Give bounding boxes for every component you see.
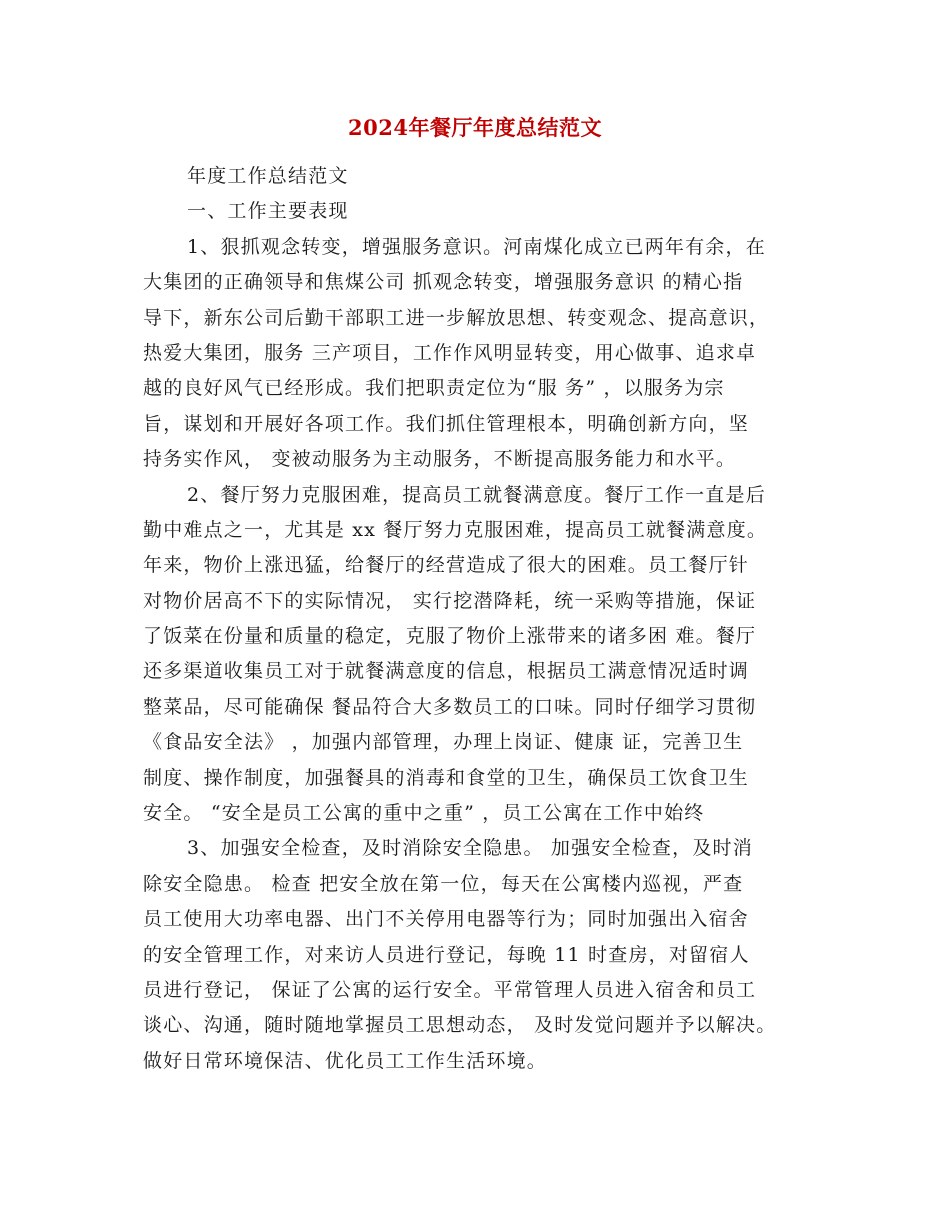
text-line: 《食品安全法》 ，加强内部管理，办理上岗证、健康 证，完善卫生 — [143, 731, 744, 754]
text-line: 越的良好风气已经形成。我们把职责定位为“服 务” ，以服务为宗 — [143, 377, 725, 400]
text-line: 谈心、沟通，随时随地掌握员工思想动态， 及时发觉问题并予以解决。 — [143, 1014, 777, 1037]
text-line: 员工使用大功率电器、出门不关停用电器等行为；同时加强出入宿舍 — [143, 908, 750, 931]
text-line: 对物价居高不下的实际情况， 实行挖潜降耗，统一采购等措施，保证 — [143, 589, 757, 612]
text-line: 热爱大集团，服务 三产项目，工作作风明显转变，用心做事、追求卓 — [143, 341, 757, 364]
text-line: 勤中难点之一，尤其是 xx 餐厅努力克服困难，提高员工就餐满意度。 — [143, 518, 768, 541]
text-line: 做好日常环境保洁、优化员工工作生活环境。 — [143, 1049, 548, 1072]
text-line: 旨，谋划和开展好各项工作。我们抓住管理根本，明确创新方向，坚 — [143, 412, 750, 435]
text-line: 持务实作风， 变被动服务为主动服务，不断提高服务能力和水平。 — [143, 448, 737, 471]
text-line: 员进行登记， 保证了公寓的运行安全。平常管理人员进入宿舍和员工 — [143, 978, 757, 1001]
text-line: 的安全管理工作，对来访人员进行登记，每晚 11 时查房，对留宿人 — [143, 943, 750, 966]
text-line: 安全。 “安全是员工公寓的重中之重” ，员工公寓在工作中始终 — [143, 802, 705, 825]
text-line: 3、加强安全检查，及时消除安全隐患。 加强安全检查，及时消 — [187, 837, 753, 860]
text-line: 1、狠抓观念转变，增强服务意识。河南煤化成立已两年有余，在 — [187, 235, 766, 258]
text-line: 整菜品，尽可能确保 餐品符合大多数员工的口味。同时仔细学习贯彻 — [143, 695, 757, 718]
text-line: 除安全隐患。 检查 把安全放在第一位，每天在公寓楼内巡视，严查 — [143, 872, 744, 895]
text-line: 年度工作总结范文 — [187, 165, 349, 187]
text-line: 导下，新东公司后勤干部职工进一步解放思想、转变观念、提高意识， — [143, 306, 770, 329]
document-body — [143, 159, 815, 1079]
text-line: 了饭菜在份量和质量的稳定，克服了物价上涨带来的诸多困 难。餐厅 — [143, 625, 757, 648]
document-title: 2024年餐厅年度总结范文 — [348, 115, 602, 140]
text-line: 还多渠道收集员工对于就餐满意度的信息，根据员工满意情况适时调 — [143, 660, 750, 683]
text-line: 年来，物价上涨迅猛，给餐厅的经营造成了很大的困难。员工餐厅针 — [143, 554, 750, 577]
text-line: 大集团的正确领导和焦煤公司 抓观念转变，增强服务意识 的精心指 — [143, 271, 744, 294]
text-line: 制度、操作制度，加强餐具的消毒和食堂的卫生，确保员工饮食卫生 — [143, 766, 750, 789]
text-line: 一、工作主要表现 — [187, 200, 349, 223]
text-line: 2、餐厅努力克服困难，提高员工就餐满意度。餐厅工作一直是后 — [187, 483, 766, 506]
